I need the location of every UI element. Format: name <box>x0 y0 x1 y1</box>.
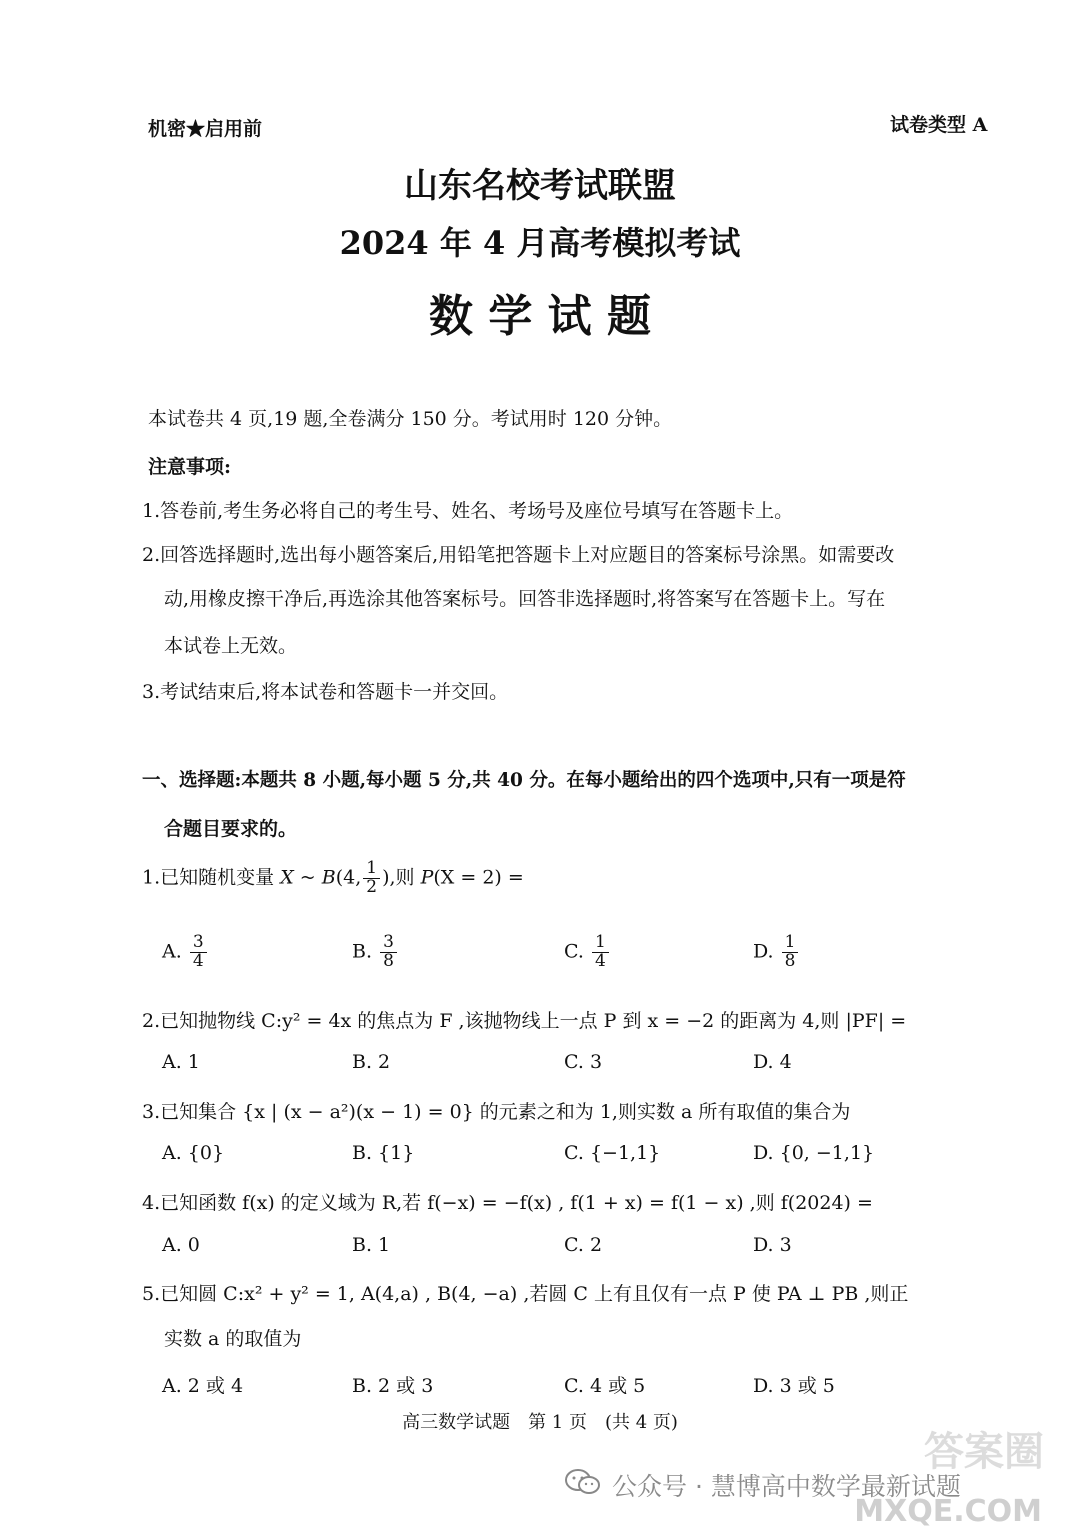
notice-item-2-line-2: 动,用橡皮擦干净后,再选涂其他答案标号。回答非选择题时,将答案写在答题卡上。写在 <box>164 588 886 610</box>
q1-option-a: A. $\frac{3}{4}$ <box>162 934 209 971</box>
exam-organizer-title: 山东名校考试联盟 <box>404 166 676 206</box>
q2-option-b: B. 2 <box>352 1051 391 1073</box>
q2-option-c: C. 3 <box>564 1051 603 1073</box>
q1-option-c: C. $\frac{1}{4}$ <box>564 934 611 971</box>
notice-item-2-line-1: 2.回答选择题时,选出每小题答案后,用铅笔把答题卡上对应题目的答案标号涂黑。如需要改 <box>142 544 895 566</box>
question-5-line-1: 5.已知圆 C:x² + y² = 1, A(4,a) , B(4, −a) ,若圆 C 上有且仅有一点 P 使 PA ⊥ PB ,则正 <box>142 1283 909 1305</box>
subject-title: 数 学 试 题 <box>429 291 651 342</box>
wechat-icon <box>564 1468 602 1496</box>
q5-option-a: A. 2 或 4 <box>162 1375 244 1397</box>
section-1-heading-line-2: 合题目要求的。 <box>164 818 298 840</box>
exam-date-title: 2024 年 4 月高考模拟考试 <box>339 224 741 262</box>
q4-option-c: C. 2 <box>564 1234 603 1256</box>
q5-option-c: C. 4 或 5 <box>564 1375 646 1397</box>
notice-item-2-line-3: 本试卷上无效。 <box>164 635 298 657</box>
q1-option-d: D. $\frac{1}{8}$ <box>753 934 800 971</box>
notice-item-3: 3.考试结束后,将本试卷和答题卡一并交回。 <box>142 681 509 703</box>
q5-option-d: D. 3 或 5 <box>753 1375 835 1397</box>
notice-item-1: 1.答卷前,考生务必将自己的考生号、姓名、考场号及座位号填写在答题卡上。 <box>142 500 794 522</box>
question-4: 4.已知函数 f(x) 的定义域为 R,若 f(−x) = −f(x) , f(1 + x) = f(1 − x) ,则 f(2024) = <box>142 1192 873 1214</box>
question-1: 1.已知随机变量 X ~ B(4, $\frac{1}{2}$ ),则 P(X = 2) = <box>142 858 524 897</box>
question-5-line-2: 实数 a 的取值为 <box>164 1328 302 1350</box>
confidential-label: 机密★启用前 <box>148 118 263 140</box>
question-2: 2.已知抛物线 C:y² = 4x 的焦点为 F ,该抛物线上一点 P 到 x = −2 的距离为 4,则 |PF| = <box>142 1010 907 1032</box>
q3-option-b: B. {1} <box>352 1142 415 1164</box>
q1-fraction: $\frac{1}{2}$ <box>363 860 380 897</box>
watermark-site: MXQE.COM <box>854 1494 1042 1529</box>
q4-option-a: A. 0 <box>162 1234 200 1256</box>
q3-option-c: C. {−1,1} <box>564 1142 661 1164</box>
q4-option-d: D. 3 <box>753 1234 792 1256</box>
paper-type-label: 试卷类型 A <box>890 114 988 136</box>
watermark-logo: 答案圈 <box>924 1429 1044 1475</box>
q4-option-b: B. 1 <box>352 1234 391 1256</box>
q1-option-b: B. $\frac{3}{8}$ <box>352 934 399 971</box>
q2-option-d: D. 4 <box>753 1051 792 1073</box>
q3-option-a: A. {0} <box>162 1142 225 1164</box>
intro-text: 本试卷共 4 页,19 题,全卷满分 150 分。考试用时 120 分钟。 <box>148 408 673 430</box>
q3-option-d: D. {0, −1,1} <box>753 1142 875 1164</box>
section-1-heading: 一、选择题:本题共 8 小题,每小题 5 分,共 40 分。在每小题给出的四个选项中,只有一项是符 <box>142 770 906 791</box>
notice-heading: 注意事项: <box>148 456 232 478</box>
watermark-source: 公众号 · 慧博高中数学最新试题 <box>612 1472 961 1501</box>
q5-option-b: B. 2 或 3 <box>352 1375 434 1397</box>
question-3: 3.已知集合 {x | (x − a²)(x − 1) = 0} 的元素之和为 1,则实数 a 所有取值的集合为 <box>142 1101 851 1123</box>
q2-option-a: A. 1 <box>162 1051 200 1073</box>
page-footer: 高三数学试题 第 1 页 (共 4 页) <box>402 1412 678 1433</box>
